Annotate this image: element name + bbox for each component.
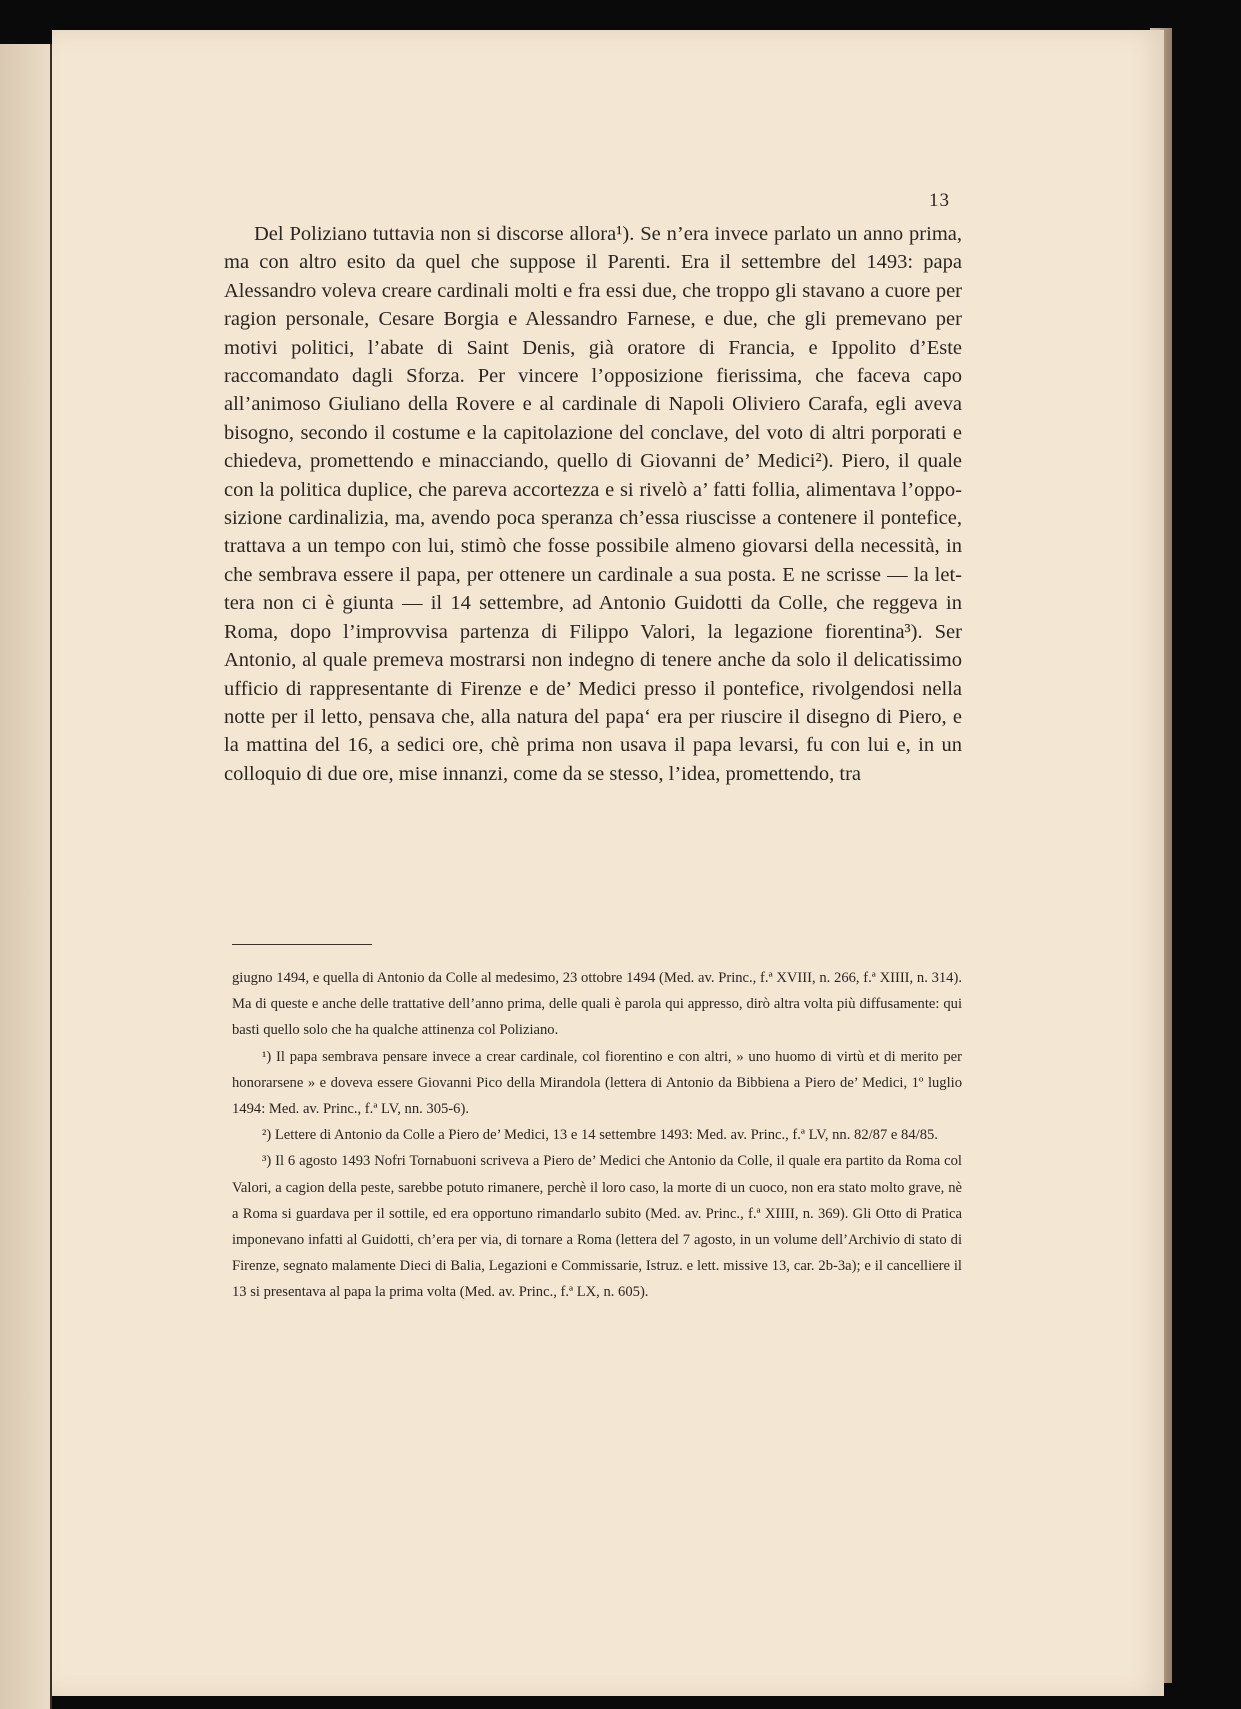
facing-page-edge [0, 44, 52, 1709]
body-text: Del Poliziano tuttavia non si discorse allora¹). Se n’era invece parlato un anno prima, ma con altro esito da quel che suppose il Parenti. Era il settembre del 1493: papa Alessandro voleva creare cardinali molti e fra essi due, che troppo gli stavano a cuore per ragion personale, Cesare Borgia e Alessandro Farnese, e due, che gli premevano per motivi politici, l’abate di Saint Denis, già oratore di Francia, e Ippolito d’Este raccomandato dagli Sforza. Per vincere l’opposizione fierissima, che faceva capo all’animoso Giuliano della Rovere e al cardinale di Napoli Oliviero Carafa, egli aveva bisogno, secondo il costume e la capitolazione del conclave, del voto di altri porporati e chiedeva, promettendo e minacciando, quello di Giovanni de’ Medici²). Piero, il quale con la politica duplice, che pareva accortezza e si rivelò a’ fatti follia, alimentava l’opposizione cardinalizia, ma, avendo poca speranza ch’essa riuscisse a contenere il pontefice, trattava a un tempo con lui, stimò che fosse possibile almeno giovarsi della necessità, in che sembrava essere il papa, per ottenere un cardinale a sua posta. E ne scrisse — la lettera non ci è giunta — il 14 settembre, ad Antonio Guidotti da Colle, che reggeva in Roma, dopo l’improvvisa partenza di Filippo Valori, la legazione fiorentina³). Ser Antonio, al quale premeva mostrarsi non indegno di tenere anche da solo il delicatissimo ufficio di rappresentante di Firenze e de’ Medici presso il pontefice, rivolgendosi nella notte per il letto, pensava che, alla natura del papa‘ era per riuscire il disegno di Piero, e la mattina del 16, a sedici ore, chè prima non usava il papa levarsi, fu con lui e, in un colloquio di due ore, mise innanzi, come da se stesso, l’idea, promettendo, tra [224, 223, 962, 785]
footnote-3: ³) Il 6 agosto 1493 Nofri Tornabuoni scriveva a Piero de’ Medici che Antonio da Colle, il quale era partito da Roma col Valori, a cagion della peste, sarebbe potuto rimanere, perchè il loro caso, la morte di un cuoco, non era stato molto grave, nè a Roma si guardava per il sottile, ed era opportuno rimandarlo subito (Med. av. Princ., f.ª XIIII, n. 369). Gli Otto di Pratica imponevano infatti al Guidotti, ch’era per via, di tornare a Roma (lettera del 7 agosto, in un volume dell’Archivio di stato di Firenze, segnato malamente Dieci di Balia, Legazioni e Commissarie, Istruz. e lett. missive 13, car. 2b-3a); e il cancelliere il 13 si presentava al papa la prima volta (Med. av. Princ., f.ª LX, n. 605). [232, 1153, 962, 1301]
footnote-2: ²) Lettere di Antonio da Colle a Piero de’ Medici, 13 e 14 settembre 1493: Med. av. Princ., f.ª LV, nn. 82/87 e 84/85. [262, 1127, 938, 1144]
footnote-continuation: giugno 1494, e quella di Antonio da Colle al medesimo, 23 ottobre 1494 (Med. av. Princ., f.ª XVIII, n. 266, f.ª XIIII, n. 314). Ma di queste e anche delle trattative dell’anno prima, delle quali è parola qui appresso, dirò altra volta più diffusamente: qui basti quello solo che ha qualche attinenza col Poliziano. [232, 970, 962, 1039]
body-paragraph [224, 220, 962, 788]
page-number: 13 [929, 190, 950, 211]
footnote-rule [232, 944, 372, 945]
footnotes [232, 965, 962, 1306]
footnote-1: ¹) Il papa sembrava pensare invece a crear cardinale, col fiorentino e con altri, » uno huomo di virtù et di merito per honorarsene » e doveva essere Giovanni Pico della Mirandola (lettera di Antonio da Bibbiena a Piero de’ Medici, 1º luglio 1494: Med. av. Princ., f.ª LV, nn. 305-6). [232, 1048, 962, 1118]
book-page [52, 30, 1164, 1696]
